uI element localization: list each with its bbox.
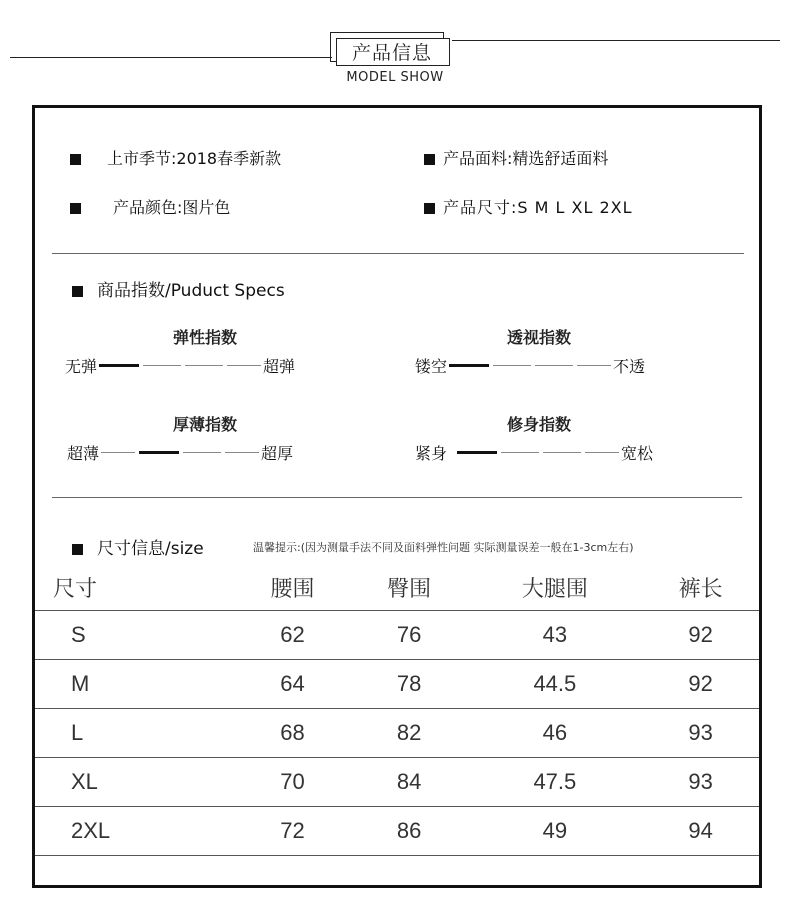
cell-thigh: 43 — [542, 622, 568, 647]
cell-thigh: 46 — [542, 720, 568, 745]
measurement-note: 温馨提示:(因为测量手法不同及面料弹性问题 实际测量误差一般在1-3cm左右) — [253, 541, 634, 554]
index-title-thickness: 厚薄指数 — [172, 415, 237, 434]
bullet-square-icon — [424, 203, 435, 214]
index-scale-fit: 紧身 宽松 — [415, 444, 654, 463]
table-row — [35, 611, 759, 660]
cell-thigh: 49 — [542, 818, 568, 843]
bullet-square-icon — [72, 544, 83, 555]
cell-hip: 82 — [396, 720, 422, 745]
cell-hip: 76 — [396, 622, 422, 647]
cell-size: M — [71, 671, 90, 696]
info-color: 产品颜色:图片色 — [70, 195, 230, 218]
cell-length: 94 — [688, 818, 713, 843]
index-scale-transparency: 镂空 不透 — [415, 357, 646, 376]
column-header: 腰围 — [270, 576, 315, 601]
cell-hip: 84 — [396, 769, 422, 794]
cell-size: XL — [71, 769, 98, 794]
bullet-square-icon — [70, 203, 81, 214]
divider — [52, 497, 742, 498]
bullet-square-icon — [424, 154, 435, 165]
cell-size: S — [71, 622, 86, 647]
cell-thigh: 44.5 — [533, 671, 577, 696]
size-heading: 尺寸信息/size — [72, 534, 204, 559]
info-season: 上市季节:2018春季新款 — [70, 146, 281, 169]
cell-length: 93 — [688, 769, 713, 794]
table-row — [35, 709, 759, 758]
column-header: 臀围 — [387, 576, 432, 601]
cell-hip: 78 — [396, 671, 422, 696]
page-title: 产品信息 — [351, 42, 432, 64]
cell-thigh: 47.5 — [533, 769, 577, 794]
table-row — [35, 758, 759, 807]
column-header: 尺寸 — [53, 576, 98, 601]
cell-hip: 86 — [396, 818, 422, 843]
cell-waist: 72 — [280, 818, 305, 843]
cell-length: 92 — [688, 622, 713, 647]
cell-size: 2XL — [71, 818, 111, 843]
header-line-left — [10, 57, 332, 58]
index-title-fit: 修身指数 — [506, 415, 571, 434]
cell-length: 92 — [688, 671, 713, 696]
info-size: 产品尺寸:S M L XL 2XL — [424, 195, 633, 218]
info-fabric: 产品面料:精选舒适面料 — [424, 146, 608, 169]
page-subtitle: MODEL SHOW — [346, 70, 444, 85]
column-header: 大腿围 — [521, 576, 588, 601]
header-title-box — [330, 28, 452, 64]
size-table-header — [35, 565, 759, 611]
index-scale-elasticity: 无弹 超弹 — [65, 357, 296, 376]
header-line-right — [452, 40, 780, 41]
cell-waist: 64 — [280, 671, 305, 696]
bullet-square-icon — [70, 154, 81, 165]
index-title-elasticity: 弹性指数 — [172, 328, 237, 347]
bullet-square-icon — [72, 286, 83, 297]
cell-length: 93 — [688, 720, 713, 745]
table-row — [35, 807, 759, 856]
cell-waist: 68 — [280, 720, 305, 745]
cell-waist: 62 — [280, 622, 305, 647]
specs-heading: 商品指数/Puduct Specs — [72, 276, 285, 301]
table-row — [35, 660, 759, 709]
divider — [52, 253, 744, 254]
size-table — [35, 565, 759, 856]
cell-waist: 70 — [280, 769, 305, 794]
column-header: 裤长 — [678, 576, 723, 601]
cell-size: L — [71, 720, 84, 745]
index-scale-thickness: 超薄 超厚 — [67, 444, 294, 463]
index-title-transparency: 透视指数 — [506, 328, 571, 347]
